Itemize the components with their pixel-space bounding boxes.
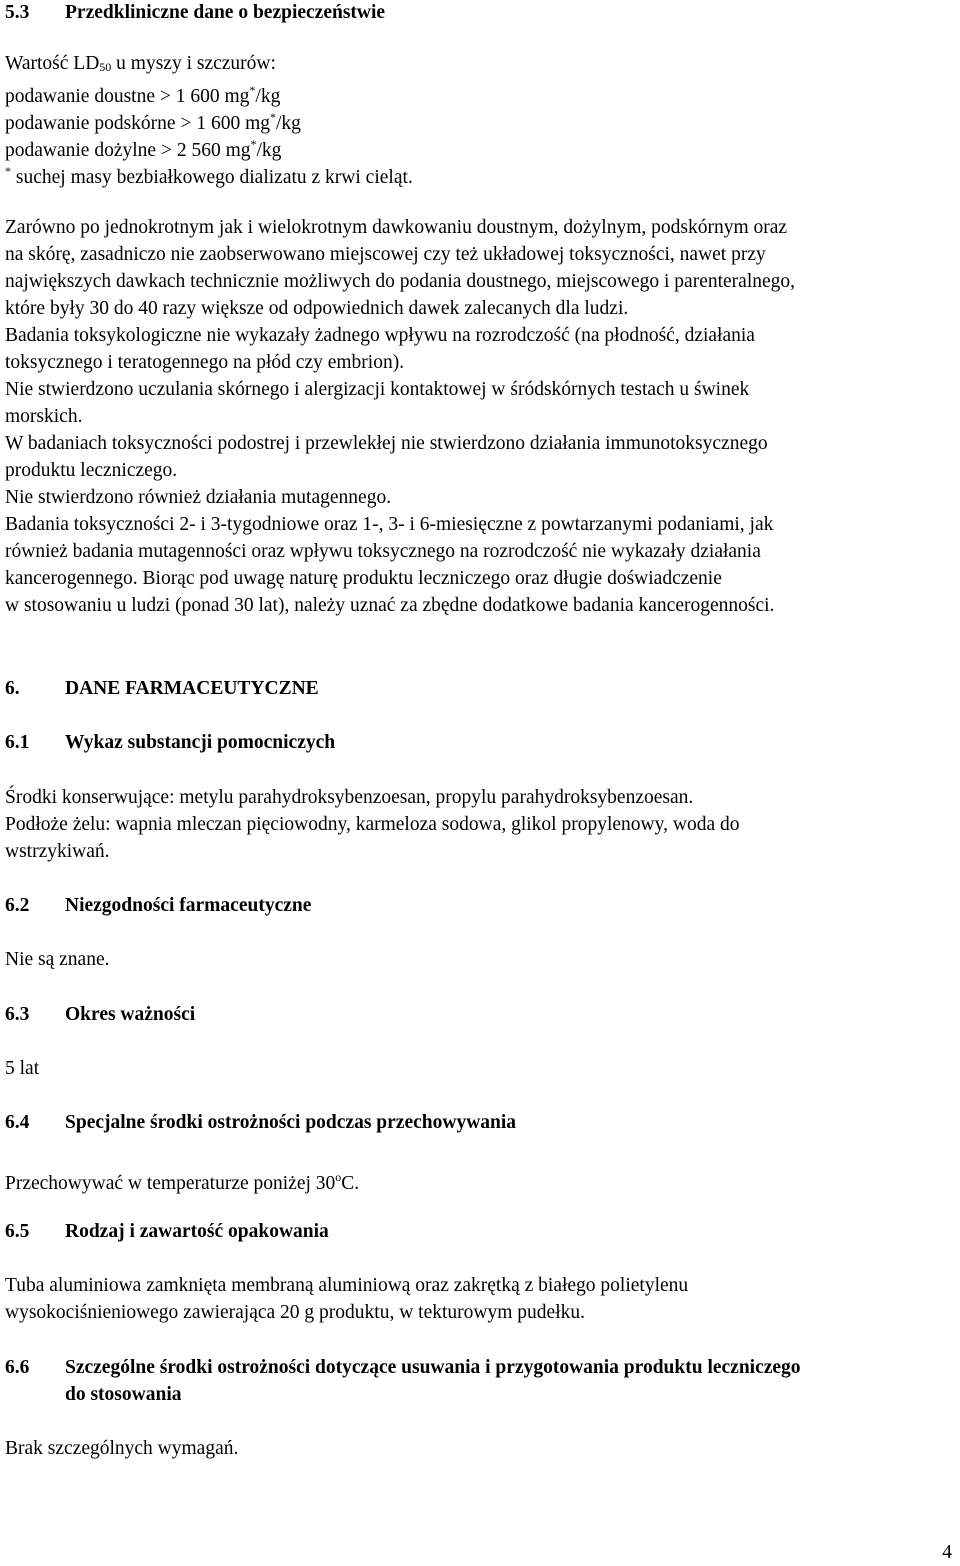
paragraph-line: Nie stwierdzono również działania mutagennego. — [5, 487, 392, 508]
paragraph-line: W badaniach toksyczności podostrej i przewlekłej nie stwierdzono działania immunotoksycznego — [5, 433, 768, 454]
section-title: Niezgodności farmaceutyczne — [65, 895, 312, 916]
safety-paragraph — [5, 214, 957, 619]
section-heading-5-3 — [5, 0, 957, 26]
text-line: Podłoże żelu: wapnia mleczan pięciowodny, karmeloza sodowa, glikol propylenowy, woda do — [5, 814, 740, 835]
section-heading-6-5 — [5, 1218, 957, 1245]
disposal-text: Brak szczególnych wymagań. — [5, 1438, 239, 1459]
section-heading-6-2 — [5, 892, 957, 919]
section-title: DANE FARMACEUTYCZNE — [65, 678, 319, 699]
section-number: 6.2 — [5, 895, 30, 916]
paragraph-line: które były 30 do 40 razy większe od odpowiednich dawek zalecanych dla ludzi. — [5, 298, 629, 319]
shelf-life-text: 5 lat — [5, 1058, 40, 1079]
text-line: wstrzykiwań. — [5, 841, 110, 862]
text-line: Tuba aluminiowa zamknięta membraną aluminiową oraz zakrętką z białego polietylenu — [5, 1275, 689, 1296]
paragraph-line: Badania toksyczności 2- i 3-tygodniowe oraz 1-, 3- i 6-miesięczne z powtarzanymi podaniami, jak — [5, 514, 774, 535]
section-title: Przedkliniczne dane o bezpieczeństwie — [65, 2, 386, 23]
section-number: 6.5 — [5, 1221, 30, 1242]
paragraph-line: toksycznego i teratogennego na płód czy embrion). — [5, 352, 405, 373]
text-line: Środki konserwujące: metylu parahydroksybenzoesan, propylu parahydroksybenzoesan. — [5, 787, 694, 808]
section-number: 6.6 — [5, 1357, 30, 1378]
section-title-continued: do stosowania — [65, 1384, 182, 1405]
paragraph-line: Badania toksykologiczne nie wykazały żadnego wpływu na rozrodczość (na płodność, działania — [5, 325, 755, 346]
paragraph-line: kancerogennego. Biorąc pod uwagę naturę produktu leczniczego oraz długie doświadczenie — [5, 568, 722, 589]
section-number: 6.4 — [5, 1112, 30, 1133]
incompatibilities-text: Nie są znane. — [5, 949, 110, 970]
container-text — [5, 1272, 957, 1326]
section-heading-6-3 — [5, 1001, 957, 1028]
section-title: Wykaz substancji pomocniczych — [65, 732, 336, 753]
section-number: 5.3 — [5, 2, 30, 23]
ld50-block — [5, 50, 957, 188]
ld50-intravenous: podawanie dożylne > 2 560 mg*/kg — [5, 137, 282, 161]
ld50-oral: podawanie doustne > 1 600 mg*/kg — [5, 83, 281, 107]
section-heading-6-4 — [5, 1109, 957, 1136]
excipients-text — [5, 784, 957, 865]
paragraph-line: również badania mutagenności oraz wpływu toksycznego na rozrodczość nie wykazały działania — [5, 541, 761, 562]
paragraph-line: morskich. — [5, 406, 83, 427]
section-title: Rodzaj i zawartość opakowania — [65, 1221, 329, 1242]
ld50-intro: Wartość LD50 u myszy i szczurów: — [5, 53, 276, 74]
ld50-footnote: * suchej masy bezbiałkowego dializatu z krwi cieląt. — [5, 164, 413, 188]
section-title: Specjalne środki ostrożności podczas przechowywania — [65, 1112, 517, 1133]
section-heading-6-6 — [5, 1354, 957, 1408]
section-title: Okres ważności — [65, 1004, 196, 1025]
section-number: 6. — [5, 678, 20, 699]
paragraph-line: Zarówno po jednokrotnym jak i wielokrotnym dawkowaniu doustnym, dożylnym, podskórnym oraz — [5, 217, 788, 238]
section-number: 6.1 — [5, 732, 30, 753]
section-heading-6-1 — [5, 729, 957, 756]
page-number: 4 — [942, 1542, 952, 1563]
paragraph-line: w stosowaniu u ludzi (ponad 30 lat), należy uznać za zbędne dodatkowe badania kancerogenności. — [5, 595, 775, 616]
section-title: Szczególne środki ostrożności dotyczące usuwania i przygotowania produktu leczniczego — [65, 1357, 801, 1378]
paragraph-line: Nie stwierdzono uczulania skórnego i alergizacji kontaktowej w śródskórnych testach u świnek — [5, 379, 750, 400]
paragraph-line: na skórę, zasadniczo nie zaobserwowano miejscowej czy też układowej toksyczności, nawet przy — [5, 244, 766, 265]
ld50-subcutaneous: podawanie podskórne > 1 600 mg*/kg — [5, 110, 301, 134]
section-heading-6 — [5, 675, 957, 702]
storage-text: Przechowywać w temperaturze poniżej 30$^o$C. — [5, 1170, 360, 1194]
section-number: 6.3 — [5, 1004, 30, 1025]
text-line: wysokociśnieniowego zawierająca 20 g produktu, w tekturowym pudełku. — [5, 1302, 585, 1323]
paragraph-line: największych dawkach technicznie możliwych do podania doustnego, miejscowego i parenteralnego, — [5, 271, 796, 292]
paragraph-line: produktu leczniczego. — [5, 460, 178, 481]
